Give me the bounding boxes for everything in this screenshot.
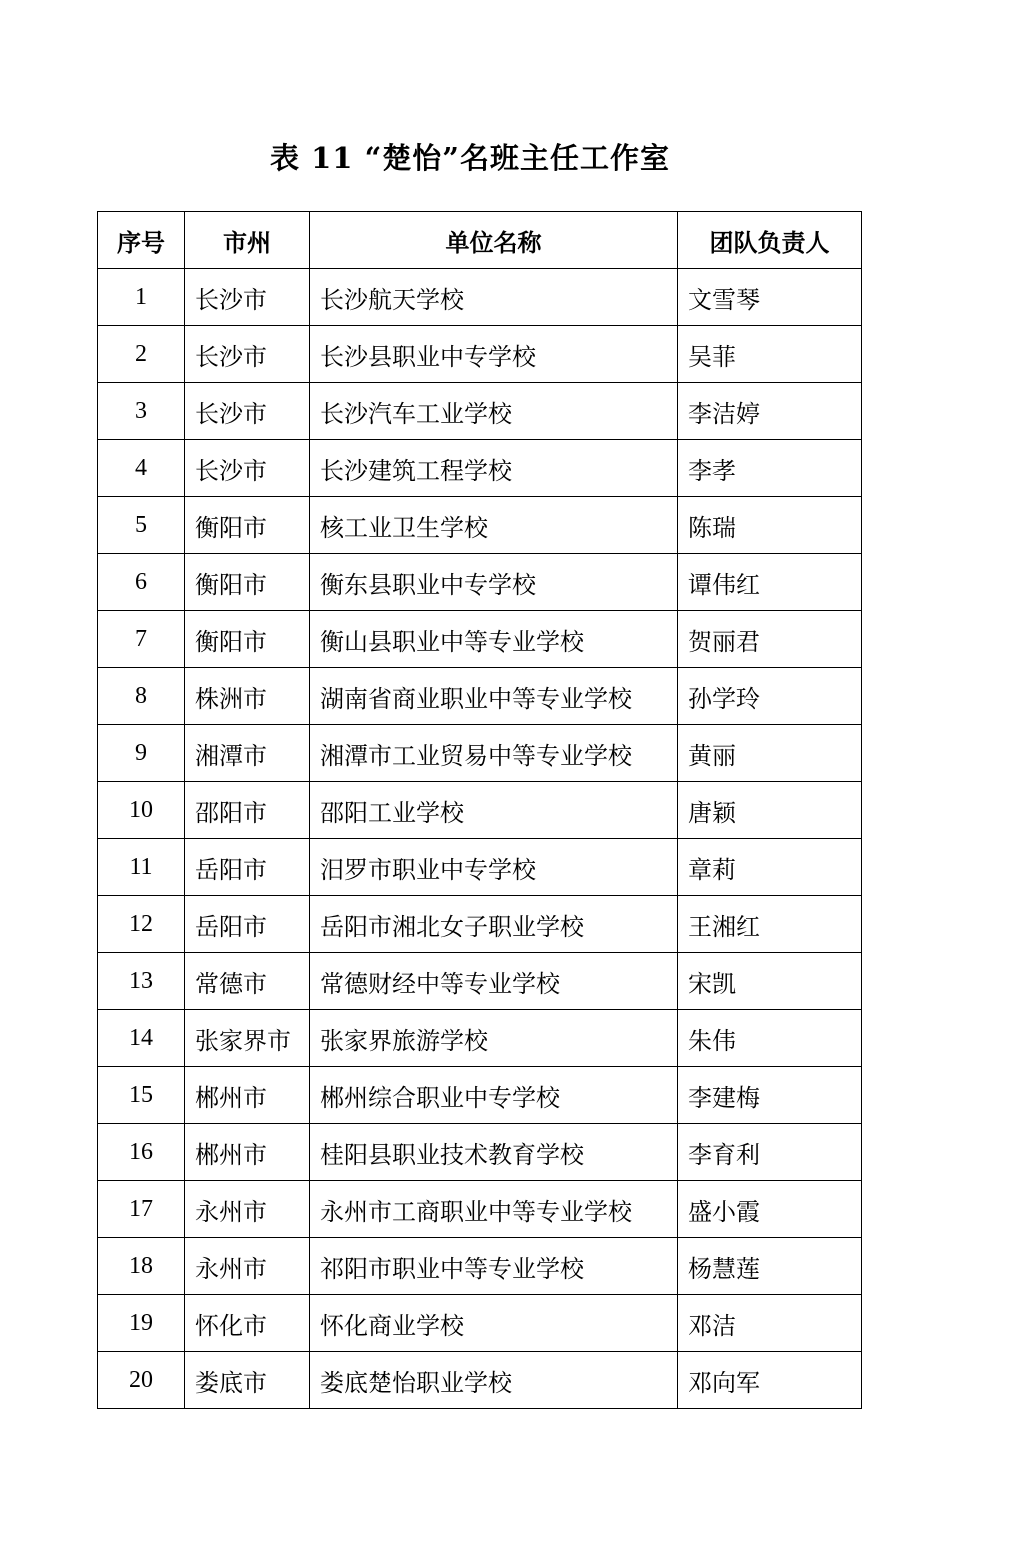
- table-header: [98, 212, 862, 269]
- cell-no: 9: [98, 725, 185, 782]
- cell-no: 15: [98, 1067, 185, 1124]
- table-row: [98, 896, 862, 953]
- cell-city: 张家界市: [185, 1010, 310, 1067]
- cell-no: 19: [98, 1295, 185, 1352]
- cell-leader: 朱伟: [678, 1010, 862, 1067]
- column-header-no: 序号: [98, 212, 185, 269]
- cell-no: 16: [98, 1124, 185, 1181]
- cell-city: 邵阳市: [185, 782, 310, 839]
- cell-unit: 长沙县职业中专学校: [310, 326, 678, 383]
- cell-city: 常德市: [185, 953, 310, 1010]
- cell-no: 20: [98, 1352, 185, 1409]
- cell-leader: 黄丽: [678, 725, 862, 782]
- cell-no: 6: [98, 554, 185, 611]
- table-row: [98, 326, 862, 383]
- cell-unit: 常德财经中等专业学校: [310, 953, 678, 1010]
- header-row: [98, 212, 862, 269]
- table-row: [98, 1238, 862, 1295]
- cell-unit: 核工业卫生学校: [310, 497, 678, 554]
- cell-unit: 郴州综合职业中专学校: [310, 1067, 678, 1124]
- cell-unit: 湖南省商业职业中等专业学校: [310, 668, 678, 725]
- cell-no: 10: [98, 782, 185, 839]
- cell-unit: 娄底楚怡职业学校: [310, 1352, 678, 1409]
- cell-leader: 孙学玲: [678, 668, 862, 725]
- cell-unit: 祁阳市职业中等专业学校: [310, 1238, 678, 1295]
- cell-city: 长沙市: [185, 440, 310, 497]
- table-row: [98, 953, 862, 1010]
- cell-leader: 李孝: [678, 440, 862, 497]
- table-row: [98, 1124, 862, 1181]
- table-row: [98, 1352, 862, 1409]
- cell-leader: 陈瑞: [678, 497, 862, 554]
- cell-no: 8: [98, 668, 185, 725]
- page-title: 表 11 “楚怡”名班主任工作室: [270, 141, 670, 175]
- table-row: [98, 611, 862, 668]
- cell-city: 长沙市: [185, 269, 310, 326]
- cell-leader: 谭伟红: [678, 554, 862, 611]
- table-body: [98, 269, 862, 1409]
- cell-unit: 长沙航天学校: [310, 269, 678, 326]
- cell-city: 永州市: [185, 1238, 310, 1295]
- cell-no: 18: [98, 1238, 185, 1295]
- table-row: [98, 839, 862, 896]
- cell-unit: 永州市工商职业中等专业学校: [310, 1181, 678, 1238]
- cell-unit: 桂阳县职业技术教育学校: [310, 1124, 678, 1181]
- cell-leader: 邓洁: [678, 1295, 862, 1352]
- cell-no: 2: [98, 326, 185, 383]
- cell-leader: 邓向军: [678, 1352, 862, 1409]
- cell-leader: 李建梅: [678, 1067, 862, 1124]
- cell-leader: 吴菲: [678, 326, 862, 383]
- table-row: [98, 1010, 862, 1067]
- table-row: [98, 383, 862, 440]
- cell-no: 4: [98, 440, 185, 497]
- cell-unit: 湘潭市工业贸易中等专业学校: [310, 725, 678, 782]
- cell-city: 株洲市: [185, 668, 310, 725]
- table-row: [98, 554, 862, 611]
- cell-unit: 邵阳工业学校: [310, 782, 678, 839]
- cell-unit: 汨罗市职业中专学校: [310, 839, 678, 896]
- cell-no: 11: [98, 839, 185, 896]
- cell-leader: 唐颖: [678, 782, 862, 839]
- column-header-unit: 单位名称: [310, 212, 678, 269]
- table-row: [98, 1181, 862, 1238]
- cell-leader: 杨慧莲: [678, 1238, 862, 1295]
- table-row: [98, 497, 862, 554]
- cell-unit: 长沙建筑工程学校: [310, 440, 678, 497]
- table-row: [98, 782, 862, 839]
- cell-city: 长沙市: [185, 383, 310, 440]
- cell-unit: 衡山县职业中等专业学校: [310, 611, 678, 668]
- table-row: [98, 725, 862, 782]
- cell-city: 衡阳市: [185, 611, 310, 668]
- cell-no: 7: [98, 611, 185, 668]
- cell-city: 岳阳市: [185, 896, 310, 953]
- cell-leader: 李育利: [678, 1124, 862, 1181]
- column-header-leader: 团队负责人: [678, 212, 862, 269]
- cell-city: 衡阳市: [185, 554, 310, 611]
- table-row: [98, 668, 862, 725]
- cell-city: 郴州市: [185, 1067, 310, 1124]
- cell-no: 1: [98, 269, 185, 326]
- cell-city: 湘潭市: [185, 725, 310, 782]
- cell-no: 3: [98, 383, 185, 440]
- cell-leader: 宋凯: [678, 953, 862, 1010]
- cell-no: 13: [98, 953, 185, 1010]
- cell-unit: 长沙汽车工业学校: [310, 383, 678, 440]
- studio-table: [97, 211, 862, 1409]
- cell-no: 5: [98, 497, 185, 554]
- cell-city: 岳阳市: [185, 839, 310, 896]
- cell-no: 14: [98, 1010, 185, 1067]
- cell-city: 怀化市: [185, 1295, 310, 1352]
- cell-city: 长沙市: [185, 326, 310, 383]
- cell-leader: 王湘红: [678, 896, 862, 953]
- cell-unit: 怀化商业学校: [310, 1295, 678, 1352]
- cell-city: 永州市: [185, 1181, 310, 1238]
- table-row: [98, 269, 862, 326]
- table-row: [98, 1067, 862, 1124]
- column-header-city: 市州: [185, 212, 310, 269]
- cell-no: 12: [98, 896, 185, 953]
- cell-leader: 文雪琴: [678, 269, 862, 326]
- cell-leader: 李洁婷: [678, 383, 862, 440]
- table-row: [98, 440, 862, 497]
- cell-city: 衡阳市: [185, 497, 310, 554]
- cell-no: 17: [98, 1181, 185, 1238]
- cell-unit: 岳阳市湘北女子职业学校: [310, 896, 678, 953]
- table-row: [98, 1295, 862, 1352]
- cell-leader: 章莉: [678, 839, 862, 896]
- cell-leader: 贺丽君: [678, 611, 862, 668]
- cell-city: 郴州市: [185, 1124, 310, 1181]
- cell-leader: 盛小霞: [678, 1181, 862, 1238]
- cell-city: 娄底市: [185, 1352, 310, 1409]
- cell-unit: 张家界旅游学校: [310, 1010, 678, 1067]
- cell-unit: 衡东县职业中专学校: [310, 554, 678, 611]
